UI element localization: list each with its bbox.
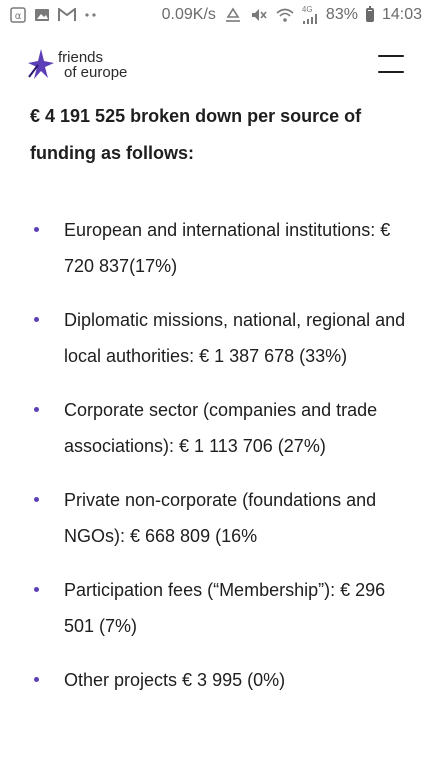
bullet-icon: [34, 497, 39, 502]
bullet-icon: [34, 587, 39, 592]
list-item-text: Participation fees (“Membership”): € 296 501 (7%): [64, 580, 386, 636]
list-item: [30, 302, 410, 374]
signal-icon: [302, 6, 318, 24]
menu-bar-icon: [378, 71, 404, 73]
list-item: [30, 572, 410, 644]
network-type-label: 4G: [301, 5, 313, 14]
logo-line-2: of europe: [64, 64, 128, 81]
gmail-icon: [58, 8, 76, 22]
list-item-text: European and international institutions: € 720 837(17%): [64, 220, 391, 276]
bullet-icon: [34, 317, 39, 322]
wifi-icon: [276, 7, 294, 23]
logo-text: [58, 50, 127, 80]
logo-line-1: friends: [58, 49, 104, 66]
battery-icon: [366, 8, 374, 22]
list-item-text: Corporate sector (companies and trade associations): € 1 113 706 (27%): [64, 400, 378, 456]
clock: 14:03: [381, 6, 422, 23]
funding-sources-list: [30, 212, 410, 698]
more-dots-icon: [84, 12, 98, 18]
list-item: [30, 482, 410, 554]
alpha-app-icon: [10, 7, 26, 23]
status-bar-right: [162, 6, 422, 24]
mute-icon: [250, 7, 268, 23]
recycle-icon: [224, 7, 242, 23]
list-item: [30, 212, 410, 284]
main-content: [30, 98, 410, 716]
hamburger-menu-button[interactable]: [378, 55, 404, 73]
bullet-icon: [34, 227, 39, 232]
funding-intro-text: € 4 191 525 broken down per source of funding as follows:: [30, 106, 362, 163]
bullet-icon: [34, 677, 39, 682]
star-logo-icon: [26, 47, 56, 81]
site-header: [0, 30, 432, 98]
status-bar: [0, 0, 432, 30]
bullet-icon: [34, 407, 39, 412]
list-item-text: Diplomatic missions, national, regional and local authorities: € 1 387 678 (33%): [64, 310, 406, 366]
image-icon: [34, 7, 50, 23]
status-bar-left: [10, 7, 98, 23]
menu-bar-icon: [378, 55, 404, 57]
list-item-text: Other projects € 3 995 (0%): [64, 670, 286, 690]
list-item: [30, 662, 410, 698]
list-item: [30, 392, 410, 464]
list-item-text: Private non-corporate (foundations and NGOs): € 668 809 (16%: [64, 490, 377, 546]
net-speed: 0.09K/s: [161, 6, 216, 23]
battery-percent: 83%: [325, 6, 358, 23]
friends-of-europe-logo[interactable]: [26, 47, 127, 81]
svg-text:α: α: [14, 11, 22, 22]
